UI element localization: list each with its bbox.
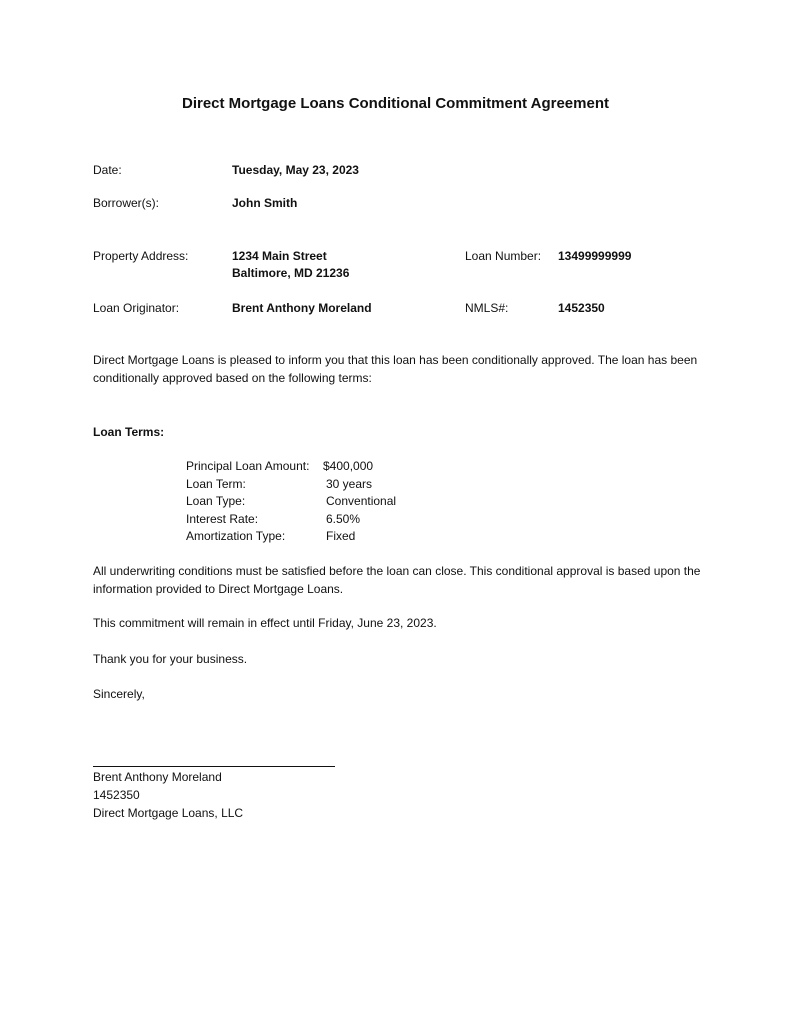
date-label: Date: xyxy=(93,163,122,177)
nmls-label: NMLS#: xyxy=(465,301,509,315)
signature-line xyxy=(93,766,335,767)
closing-line: Sincerely, xyxy=(93,687,145,701)
term-label-interest-rate: Interest Rate: xyxy=(186,512,259,526)
term-label-amortization: Amortization Type: xyxy=(186,529,286,543)
term-value-principal: $400,000 xyxy=(323,459,374,473)
nmls-value: 1452350 xyxy=(558,301,605,315)
property-address-label: Property Address: xyxy=(93,249,189,263)
term-value-amortization: Fixed xyxy=(326,529,356,543)
signature-company: Direct Mortgage Loans, LLC xyxy=(93,806,244,820)
loan-number-value: 13499999999 xyxy=(558,249,632,263)
loan-terms-heading: Loan Terms: xyxy=(93,425,165,439)
date-value: Tuesday, May 23, 2023 xyxy=(232,163,359,177)
term-value-interest-rate: 6.50% xyxy=(326,512,361,526)
term-label-loan-type: Loan Type: xyxy=(186,494,246,508)
term-value-loan-type: Conventional xyxy=(326,494,397,508)
signature-name: Brent Anthony Moreland xyxy=(93,770,222,784)
borrower-value: John Smith xyxy=(232,196,298,210)
intro-paragraph: Direct Mortgage Loans is pleased to inform you that this loan has been conditionally approved. The loan has been conditionally approved based on the following terms: xyxy=(93,353,698,385)
underwriting-paragraph: All underwriting conditions must be satisfied before the loan can close. This conditional approval is based upon the information provided to Direct Mortgage Loans. xyxy=(93,564,701,596)
term-label-loan-term: Loan Term: xyxy=(186,477,246,491)
commitment-effect-paragraph: This commitment will remain in effect until Friday, June 23, 2023. xyxy=(93,616,437,630)
signature-nmls: 1452350 xyxy=(93,788,140,802)
loan-originator-label: Loan Originator: xyxy=(93,301,180,315)
term-value-loan-term: 30 years xyxy=(326,477,373,491)
property-address-line2: Baltimore, MD 21236 xyxy=(232,266,350,280)
property-address-line1: 1234 Main Street xyxy=(232,249,327,263)
thank-you-line: Thank you for your business. xyxy=(93,652,248,666)
borrower-label: Borrower(s): xyxy=(93,196,160,210)
loan-number-label: Loan Number: xyxy=(465,249,542,263)
document-title: Direct Mortgage Loans Conditional Commitment Agreement xyxy=(182,95,609,112)
loan-originator-value: Brent Anthony Moreland xyxy=(232,301,372,315)
term-label-principal: Principal Loan Amount: xyxy=(186,459,310,473)
